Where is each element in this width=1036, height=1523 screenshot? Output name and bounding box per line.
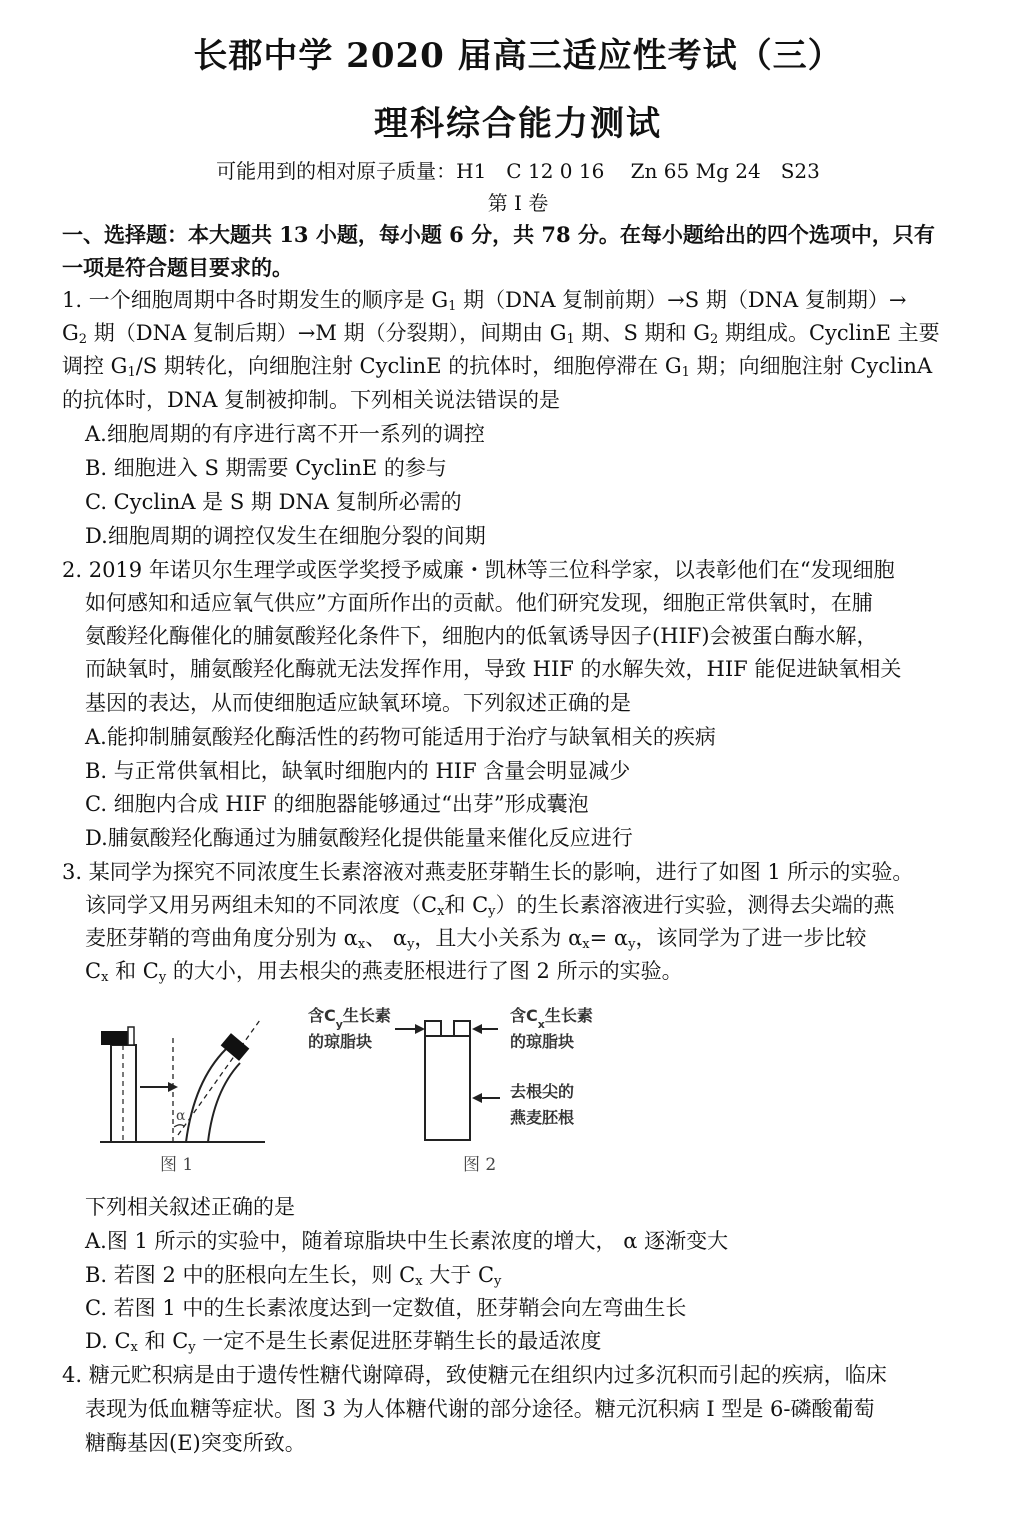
q3-option-a: A.图 1 所示的实验中，随着琼脂块中生长素浓度的增大， α 逐渐变大 xyxy=(85,1229,729,1253)
q3-option-d: D. $C_x$ 和 $C_y$ 一定不是生长素促进胚芽鞘生长的最适浓度 xyxy=(85,1329,602,1355)
figure-1-caption: 图 1 xyxy=(160,1155,194,1175)
q4-line2: 表现为低血糖等症状。图 3 为人体糖代谢的部分途径。糖元沉积病 I 型是 6-磷酸葡萄 xyxy=(85,1397,875,1421)
q2-option-c: C. 细胞内合成 HIF 的细胞器能够通过“出芽”形成囊泡 xyxy=(85,792,589,816)
q4-line3: 糖酶基因(E)突变所致。 xyxy=(85,1431,306,1455)
atomic-masses: 可能用到的相对原子质量：H1 C 12 0 16 Zn 65 Mg 24 S23 xyxy=(216,159,820,183)
label-root-2: 燕麦胚根 xyxy=(510,1108,575,1127)
q2-line4: 而缺氧时，脯氨酸羟化酶就无法发挥作用，导致 HIF 的水解失效，HIF 能促进缺氧相关 xyxy=(85,657,902,681)
q2-option-a: A.能抑制脯氨酸羟化酶活性的药物可能适用于治疗与缺氧相关的疾病 xyxy=(85,725,716,749)
agar-block-1 xyxy=(101,1031,128,1045)
figure-1-2 xyxy=(90,995,630,1185)
label-cy-agar-2: 的琼脂块 xyxy=(308,1032,373,1051)
label-cy-agar-1: 含$C_y$生长素 xyxy=(308,1006,391,1031)
section-heading-line2: 一项是符合题目要求的。 xyxy=(62,255,293,280)
q1-option-a: A.细胞周期的有序进行离不开一系列的调控 xyxy=(85,422,485,446)
q2-line2: 如何感知和适应氧气供应”方面所作出的贡献。他们研究发现，细胞正常供氧时，在脯 xyxy=(85,591,873,615)
figure-2-caption: 图 2 xyxy=(463,1155,497,1175)
q4-line1: 4. 糖元贮积病是由于遗传性糖代谢障碍，致使糖元在组织内过多沉积而引起的疾病，临床 xyxy=(62,1363,887,1387)
exam-title: 长郡中学 2020 届高三适应性考试（三） xyxy=(193,36,843,76)
q1-line1: 1. 一个细胞周期中各时期发生的顺序是 $G_1$ 期（DNA 复制前期）→S 期（DNA 复制期）→ xyxy=(62,288,907,314)
q1-line3: 调控 $G_1/S$ 期转化，向细胞注射 CyclinE 的抗体时，细胞停滞在 $G_1$ 期；向细胞注射 CyclinA xyxy=(62,354,933,380)
volume-label: 第 I 卷 xyxy=(487,191,549,215)
label-root-1: 去根尖的 xyxy=(510,1082,575,1101)
figure-2-diagram xyxy=(308,1006,593,1175)
label-cx-agar-1: 含$C_x$生长素 xyxy=(510,1006,593,1031)
q1-option-b: B. 细胞进入 S 期需要 CyclinE 的参与 xyxy=(85,456,447,480)
q3-line1: 3. 某同学为探究不同浓度生长素溶液对燕麦胚芽鞘生长的影响，进行了如图 1 所示的实验。 xyxy=(62,860,914,884)
q1-option-c: C. CyclinA 是 S 期 DNA 复制所必需的 xyxy=(85,490,462,514)
q3-after-figure: 下列相关叙述正确的是 xyxy=(85,1195,295,1219)
q2-line3: 氨酸羟化酶催化的脯氨酸羟化条件下，细胞内的低氧诱导因子(HIF)会被蛋白酶水解， xyxy=(85,624,878,648)
q1-line4: 的抗体时，DNA 复制被抑制。下列相关说法错误的是 xyxy=(62,388,561,412)
q2-option-d: D.脯氨酸羟化酶通过为脯氨酸羟化提供能量来催化反应进行 xyxy=(85,826,633,850)
alpha-label: α xyxy=(176,1108,186,1124)
q2-line1: 2. 2019 年诺贝尔生理学或医学奖授予威廉・凯林等三位科学家，以表彰他们在“发现细胞 xyxy=(62,558,895,582)
q3-line4: $C_x$ 和 $C_y$ 的大小，用去根尖的燕麦胚根进行了图 2 所示的实验。 xyxy=(85,959,683,985)
q2-option-b: B. 与正常供氧相比，缺氧时细胞内的 HIF 含量会明显减少 xyxy=(85,759,631,783)
q3-option-b: B. 若图 2 中的胚根向左生长，则 $C_x$ 大于 $C_y$ xyxy=(85,1263,502,1289)
q3-option-c: C. 若图 1 中的生长素浓度达到一定数值，胚芽鞘会向左弯曲生长 xyxy=(85,1296,687,1320)
q3-line3: 麦胚芽鞘的弯曲角度分别为 $\alpha_x$、 $\alpha_y$，且大小关系为 $\alpha_x= \alpha_y$，该同学为了进一步比较 xyxy=(85,926,867,952)
figure-1-diagram xyxy=(100,1020,265,1175)
q1-line2: $G_2$ 期（DNA 复制后期）→M 期（分裂期），间期由 $G_1$ 期、S 期和 $G_2$ 期组成。CyclinE 主要 xyxy=(62,321,940,347)
q2-line5: 基因的表达，从而使细胞适应缺氧环境。下列叙述正确的是 xyxy=(85,691,631,715)
q1-option-d: D.细胞周期的调控仅发生在细胞分裂的间期 xyxy=(85,524,486,548)
q3-line2: 该同学又用另两组未知的不同浓度（$C_x$和 $C_y$）的生长素溶液进行实验，测得去尖端的燕 xyxy=(85,893,895,919)
label-cx-agar-2: 的琼脂块 xyxy=(510,1032,575,1051)
exam-subtitle: 理科综合能力测试 xyxy=(374,104,662,144)
section-heading-line1: 一、选择题：本大题共 13 小题，每小题 6 分，共 78 分。在每小题给出的四个选项中，只有 xyxy=(62,222,935,247)
